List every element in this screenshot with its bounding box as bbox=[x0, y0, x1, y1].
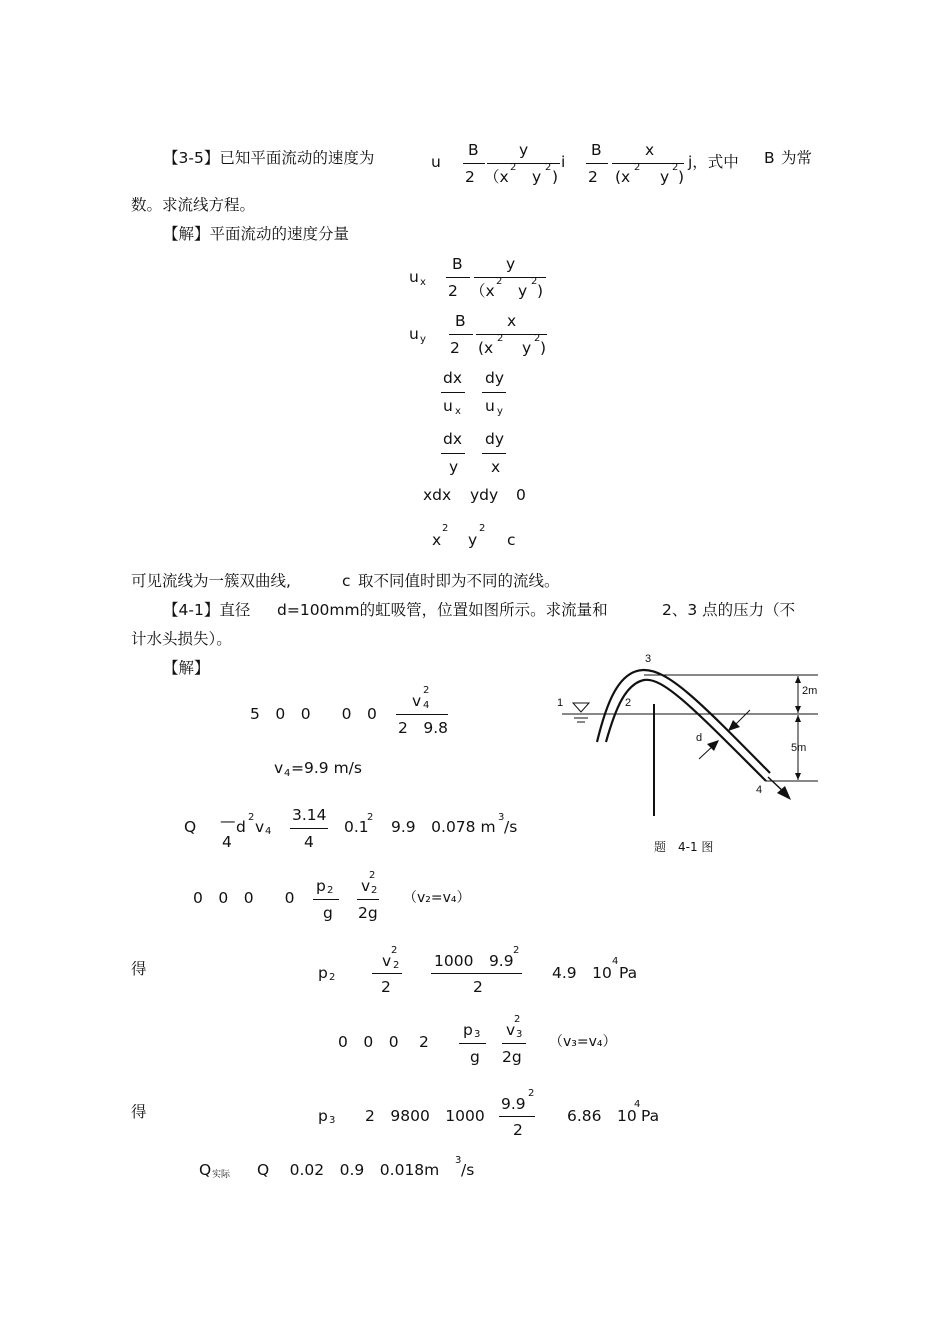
term: Q bbox=[184, 818, 197, 836]
denominator: 4 bbox=[304, 833, 314, 851]
term: ydy bbox=[470, 486, 499, 504]
superscript: 3 bbox=[455, 1155, 462, 1166]
denominator-y: y bbox=[518, 282, 528, 300]
superscript: 2 bbox=[479, 523, 486, 534]
numerator: v bbox=[412, 692, 422, 710]
height-5m-label: 5m bbox=[791, 742, 807, 754]
fraction-bar bbox=[502, 1043, 526, 1044]
denominator: x bbox=[491, 458, 501, 476]
numerator: dy bbox=[485, 430, 505, 448]
superscript: 2 bbox=[248, 812, 255, 823]
fraction-bar bbox=[357, 899, 379, 900]
numerator: v bbox=[506, 1021, 516, 1039]
term: y bbox=[468, 531, 478, 549]
text: j，式中 bbox=[688, 153, 739, 171]
superscript: 2 bbox=[545, 162, 552, 173]
superscript: 2 bbox=[634, 162, 641, 173]
denominator: y bbox=[449, 458, 459, 476]
superscript: 2 bbox=[497, 333, 504, 344]
fraction-bar bbox=[372, 973, 402, 974]
fraction-bar bbox=[586, 163, 608, 164]
denominator: 2 bbox=[381, 978, 391, 996]
term: Q bbox=[199, 1161, 212, 1179]
numerator: p bbox=[463, 1021, 473, 1039]
denominator: 2g bbox=[502, 1048, 522, 1066]
subscript: x bbox=[420, 277, 426, 288]
frac-2: 2 bbox=[588, 168, 598, 186]
arrowhead-icon bbox=[795, 773, 801, 780]
point-3-label: 3 bbox=[645, 653, 652, 665]
arrowhead-icon bbox=[795, 706, 801, 713]
superscript: 4 bbox=[612, 956, 619, 967]
solution-heading: 【解】 bbox=[163, 659, 210, 677]
pipe-wall-inner bbox=[606, 680, 766, 781]
point-2-label: 2 bbox=[625, 697, 632, 709]
subscript: x bbox=[455, 406, 461, 417]
superscript: 2 bbox=[514, 1014, 521, 1025]
text: 计水头损失）。 bbox=[131, 630, 232, 648]
term: x bbox=[432, 531, 442, 549]
numerator: v bbox=[382, 952, 392, 970]
text: 2、3 点的压力（不 bbox=[662, 601, 796, 619]
point-4-label: 4 bbox=[756, 784, 763, 796]
superscript: 2 bbox=[528, 1088, 535, 1099]
u: u bbox=[409, 325, 419, 343]
arrowhead-icon bbox=[795, 715, 801, 722]
term: v bbox=[255, 818, 265, 836]
fraction-bar bbox=[441, 392, 465, 393]
fraction-bar: — bbox=[220, 812, 236, 830]
numerator-y: y bbox=[519, 141, 529, 159]
denominator: （x bbox=[470, 282, 495, 300]
term: xdx bbox=[423, 486, 452, 504]
solution-heading: 【解】平面流动的速度分量 bbox=[163, 225, 350, 243]
superscript: 4 bbox=[634, 1099, 641, 1110]
u-symbol: u bbox=[431, 153, 441, 171]
denominator: 2 9.8 bbox=[398, 719, 449, 737]
fraction-bar bbox=[482, 453, 506, 454]
fraction-bar bbox=[396, 714, 448, 715]
text: B bbox=[764, 149, 775, 167]
text: 可见流线为一簇双曲线, bbox=[131, 572, 291, 590]
fraction-bar bbox=[449, 334, 473, 335]
denominator-y: y bbox=[532, 168, 542, 186]
denominator: g bbox=[323, 904, 333, 922]
fraction-bar bbox=[446, 277, 470, 278]
superscript: 2 bbox=[534, 333, 541, 344]
height-2m-label: 2m bbox=[802, 685, 818, 697]
text: 取不同值时即为不同的流线。 bbox=[358, 572, 560, 590]
text: c bbox=[342, 572, 351, 590]
term: v bbox=[274, 759, 284, 777]
denominator: (x bbox=[478, 339, 494, 357]
diameter-label: d bbox=[696, 732, 703, 744]
fraction-bar bbox=[459, 1043, 486, 1044]
term: Q 0.02 0.9 0.018m bbox=[257, 1161, 440, 1179]
denominator: 2g bbox=[358, 904, 378, 922]
term: p bbox=[318, 964, 328, 982]
superscript: 2 bbox=[496, 276, 503, 287]
paren: ) bbox=[537, 282, 544, 300]
diameter-arrow bbox=[699, 745, 714, 759]
term: /s bbox=[504, 818, 518, 836]
subscript: 3 bbox=[474, 1029, 481, 1040]
arrowhead-icon bbox=[707, 740, 719, 751]
numerator: dy bbox=[485, 369, 505, 387]
unit: Pa bbox=[619, 964, 638, 982]
subscript: 2 bbox=[371, 885, 378, 896]
numerator: 9.9 bbox=[501, 1095, 526, 1113]
numerator-x: x bbox=[645, 141, 655, 159]
superscript: 2 bbox=[367, 812, 374, 823]
subscript: 2 bbox=[329, 972, 336, 983]
problem-3-5-intro: 【3-5】已知平面流动的速度为 bbox=[163, 149, 375, 167]
subscript: 2 bbox=[327, 885, 334, 896]
denominator: (x bbox=[615, 168, 631, 186]
free-surface-triangle-icon bbox=[573, 703, 589, 712]
frac-B: B bbox=[591, 141, 602, 159]
subscript: 3 bbox=[516, 1029, 523, 1040]
denominator-y: y bbox=[660, 168, 670, 186]
frac-B: B bbox=[455, 312, 466, 330]
superscript: 2 bbox=[391, 945, 398, 956]
outflow-arrow bbox=[768, 777, 786, 794]
subscript: 4 bbox=[284, 768, 291, 779]
term: =9.9 m/s bbox=[291, 759, 362, 777]
fraction-bar bbox=[431, 973, 522, 974]
numerator: 3.14 bbox=[292, 806, 327, 824]
paren: ) bbox=[540, 339, 547, 357]
numerator: dx bbox=[443, 430, 463, 448]
superscript: 2 bbox=[423, 685, 430, 696]
superscript: 2 bbox=[531, 276, 538, 287]
subscript: y bbox=[420, 334, 426, 345]
term: 0.1 bbox=[344, 818, 369, 836]
fraction-bar bbox=[313, 899, 339, 900]
fraction-bar bbox=[441, 453, 465, 454]
text: 得 bbox=[131, 1103, 147, 1121]
fraction-bar bbox=[290, 828, 328, 829]
numerator: y bbox=[506, 255, 516, 273]
paren: ) bbox=[678, 168, 685, 186]
numerator: dx bbox=[443, 369, 463, 387]
superscript: 2 bbox=[510, 162, 517, 173]
denominator: g bbox=[470, 1048, 480, 1066]
term: d bbox=[236, 818, 246, 836]
arrowhead-icon bbox=[728, 720, 740, 731]
numerator: v bbox=[361, 877, 371, 895]
denominator: 2 bbox=[513, 1121, 523, 1139]
denominator: 4 bbox=[222, 833, 232, 851]
term: 2 9800 1000 bbox=[365, 1107, 485, 1125]
fraction-bar bbox=[463, 163, 485, 164]
unit: /s bbox=[461, 1161, 475, 1179]
arrowhead-icon bbox=[795, 676, 801, 683]
term: 0 0 0 0 bbox=[193, 889, 295, 907]
paren: ) bbox=[552, 168, 559, 186]
frac-B: B bbox=[468, 141, 479, 159]
denominator: u bbox=[443, 397, 453, 415]
figure-caption: 题 4-1 图 bbox=[654, 840, 714, 854]
term: 6.86 10 bbox=[567, 1107, 637, 1125]
superscript: 2 bbox=[442, 523, 449, 534]
unit: Pa bbox=[641, 1107, 660, 1125]
denominator: 2 bbox=[473, 978, 483, 996]
numerator: p bbox=[316, 877, 326, 895]
unit-vector-i: i bbox=[561, 153, 566, 171]
subscript: 实际 bbox=[212, 1170, 231, 1180]
frac-2: 2 bbox=[448, 282, 458, 300]
text: d=100mm的虹吸管，位置如图所示。求流量和 bbox=[277, 601, 608, 619]
fraction-bar bbox=[482, 392, 506, 393]
term: 5 0 0 0 0 bbox=[250, 705, 377, 723]
denominator-y: y bbox=[522, 339, 532, 357]
term: p bbox=[318, 1107, 328, 1125]
text: 为常 bbox=[781, 149, 813, 167]
frac-2: 2 bbox=[465, 168, 475, 186]
frac-2: 2 bbox=[450, 339, 460, 357]
denominator: （x bbox=[484, 168, 509, 186]
subscript: 3 bbox=[329, 1115, 336, 1126]
text: 得 bbox=[131, 960, 147, 978]
denominator: u bbox=[485, 397, 495, 415]
note: （v₃=v₄） bbox=[549, 1034, 617, 1050]
term: 0 0 0 2 bbox=[338, 1033, 429, 1051]
superscript: 2 bbox=[513, 945, 520, 956]
arrowhead-icon bbox=[777, 786, 791, 800]
superscript: 3 bbox=[498, 812, 505, 823]
text: 数。求流线方程。 bbox=[131, 196, 256, 214]
pipe-wall-outer bbox=[597, 670, 770, 773]
superscript: 2 bbox=[369, 870, 376, 881]
term: 0 bbox=[516, 486, 526, 504]
point-1-label: 1 bbox=[557, 697, 564, 709]
term: c bbox=[507, 531, 516, 549]
subscript: 4 bbox=[423, 700, 430, 711]
numerator: x bbox=[507, 312, 517, 330]
text: 【4-1】直径 bbox=[163, 601, 251, 619]
term: 9.9 0.078 m bbox=[391, 818, 496, 836]
fraction-bar bbox=[499, 1116, 535, 1117]
subscript: 4 bbox=[265, 826, 272, 837]
subscript: y bbox=[497, 406, 503, 417]
term: 4.9 10 bbox=[552, 964, 612, 982]
frac-B: B bbox=[452, 255, 463, 273]
diameter-arrow bbox=[734, 710, 750, 726]
numerator: 1000 9.9 bbox=[434, 952, 514, 970]
u: u bbox=[409, 268, 419, 286]
subscript: 2 bbox=[393, 960, 400, 971]
note: （v₂=v₄） bbox=[403, 890, 471, 906]
superscript: 2 bbox=[672, 162, 679, 173]
